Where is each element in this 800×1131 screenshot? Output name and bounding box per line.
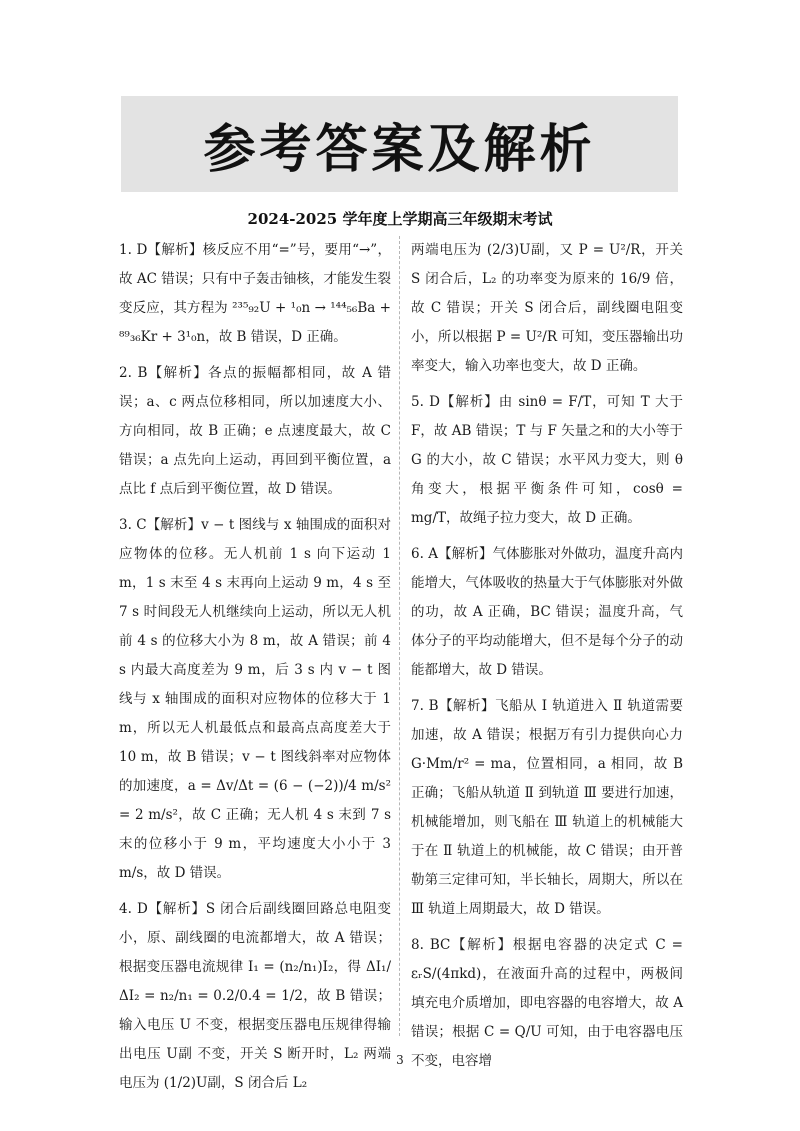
title-banner bbox=[121, 96, 678, 192]
answer-6: 6. A【解析】气体膨胀对外做功，温度升高内能增大，气体吸收的热量大于气体膨胀对外做的功，故 A 正确，BC 错误；温度升高，气体分子的平均动能增大，但不是每个分子的动能都增大，故 D 错误。 bbox=[411, 546, 683, 678]
page-title: 参考答案及解析 bbox=[203, 118, 596, 180]
answer-7: 7. B【解析】飞船从 Ⅰ 轨道进入 Ⅱ 轨道需要加速，故 A 错误；根据万有引力提供向心力 G·Mm/r² = ma，位置相同，a 相同，故 B 正确；飞船从轨道 Ⅱ 到轨道 Ⅲ 要进行加速，机械能增加，则飞船在 Ⅲ 轨道上的机械能大于在 Ⅱ 轨道上的机械能，故 C 错误；由开普勒第三定律可知，半长轴长，周期大，所以在 Ⅲ 轨道上周期最大，故 D 错误。 bbox=[411, 698, 683, 917]
exam-subtitle: 2024-2025 学年度上学期高三年级期末考试 bbox=[247, 210, 553, 228]
answer-8: 8. BC【解析】根据电容器的决定式 C = εᵣS/(4πkd)，在液面升高的过程中，两极间填充电介质增加，即电容器的电容增大，故 A 错误；根据 C = Q/U 可知，由于电容器电压不变，电容增 bbox=[411, 937, 683, 1069]
answer-4-continued: 两端电压为 (2/3)U副，又 P = U²/R，开关 S 闭合后，L₂ 的功率变为原来的 16/9 倍，故 C 错误；开关 S 闭合后，副线圈电阻变小，所以根据 P = U²/R 可知，变压器输出功率变大，输入功率也变大，故 D 正确。 bbox=[411, 242, 683, 374]
answer-2: 2. B【解析】各点的振幅都相同，故 A 错误；a、c 两点位移相同，所以加速度大小、方向相同，故 B 正确；e 点速度最大，故 C 错误；a 点先向上运动，再回到平衡位置，a 点比 f 点后到平衡位置，故 D 错误。 bbox=[119, 365, 391, 497]
left-column bbox=[119, 236, 391, 1105]
answer-5: 5. D【解析】由 sinθ = F/T，可知 T 大于 F，故 AB 错误；T 与 F 矢量之和的大小等于 G 的大小，故 C 错误；水平风力变大，则 θ 角变大，根据平衡条件可知，cosθ = mg/T，故绳子拉力变大，故 D 正确。 bbox=[411, 394, 683, 526]
column-divider bbox=[399, 236, 400, 1036]
answer-1: 1. D【解析】核反应不用“=”号，要用“→”，故 AC 错误；只有中子轰击铀核，才能发生裂变反应，其方程为 ²³⁵₉₂U + ¹₀n → ¹⁴⁴₅₆Ba + ⁸⁹₃₆Kr + 3¹₀n，故 B 错误，D 正确。 bbox=[119, 242, 391, 345]
page-number: 3 bbox=[396, 1053, 404, 1067]
right-column bbox=[411, 236, 683, 1083]
answer-4: 4. D【解析】S 闭合后副线圈回路总电阻变小，原、副线圈的电流都增大，故 A 错误；根据变压器电流规律 I₁ = (n₂/n₁)I₂，得 ΔI₁/ΔI₂ = n₂/n₁ = 0.2/0.4 = 1/2，故 B 错误；输入电压 U 不变，根据变压器电压规律得输出电压 U副 不变，开关 S 断开时，L₂ 两端电压为 (1/2)U副，S 闭合后 L₂ bbox=[119, 901, 391, 1091]
answer-3: 3. C【解析】v − t 图线与 x 轴围成的面积对应物体的位移。无人机前 1 s 向下运动 1 m，1 s 末至 4 s 末再向上运动 9 m，4 s 至 7 s 时间段无人机继续向上运动，所以无人机前 4 s 的位移大小为 8 m，故 A 错误；前 4 s 内最大高度差为 9 m，后 3 s 内 v − t 图线与 x 轴围成的面积对应物体的位移大于 1 m，所以无人机最低点和最高点高度差大于 10 m，故 B 错误；v − t 图线斜率对应物体的加速度，a = Δv/Δt = (6 − (−2))/4 m/s² = 2 m/s²，故 C 正确；无人机 4 s 末到 7 s 末的位移小于 9 m，平均速度大小小于 3 m/s，故 D 错误。 bbox=[119, 517, 391, 881]
